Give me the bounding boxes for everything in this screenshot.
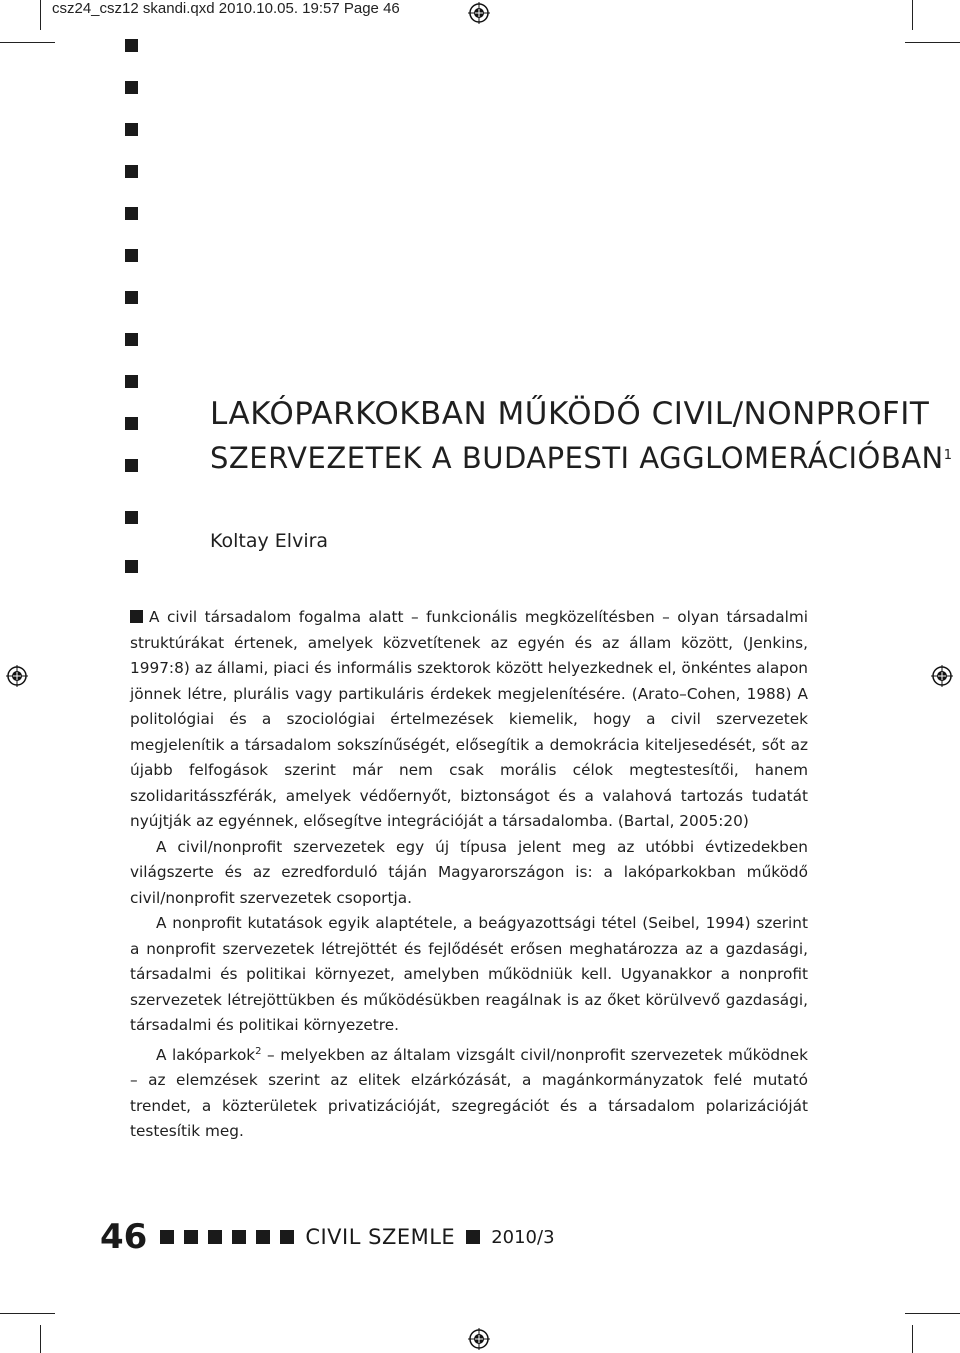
crop-mark <box>0 42 55 43</box>
registration-mark-icon <box>468 1328 490 1350</box>
margin-square-icon <box>125 375 138 388</box>
margin-square-icon <box>125 249 138 262</box>
journal-name: CIVIL SZEMLE <box>305 1225 456 1249</box>
margin-square-icon <box>125 333 138 346</box>
article-title-line2-text: SZERVEZETEK A BUDAPESTI AGGLOMERÁCIÓBAN <box>210 441 944 475</box>
print-slug: csz24_csz12 skandi.qxd 2010.10.05. 19:57 Page 46 <box>52 0 400 17</box>
margin-square-icon <box>125 560 138 573</box>
margin-square-icon <box>125 511 138 524</box>
footer-square-icon <box>232 1230 246 1244</box>
page-footer <box>100 1217 555 1257</box>
paragraph-bullet-icon <box>130 610 143 623</box>
body-paragraph <box>130 1039 808 1145</box>
title-footnote-marker: 1 <box>943 448 953 463</box>
margin-square-icon <box>125 459 138 472</box>
article-body <box>130 605 808 1145</box>
body-paragraph <box>130 605 808 835</box>
crop-mark <box>40 0 41 30</box>
footer-square-icon <box>280 1230 294 1244</box>
crop-mark <box>905 1313 960 1314</box>
article-title <box>210 392 953 480</box>
crop-mark <box>0 1313 55 1314</box>
footer-square-icon <box>466 1230 480 1244</box>
registration-mark-icon <box>6 665 28 687</box>
registration-mark-icon <box>468 2 490 24</box>
page-number: 46 <box>100 1217 148 1257</box>
margin-square-icon <box>125 165 138 178</box>
crop-mark <box>905 42 960 43</box>
margin-square-icon <box>125 207 138 220</box>
footer-square-icon <box>184 1230 198 1244</box>
margin-square-icon <box>125 123 138 136</box>
footer-square-icon <box>256 1230 270 1244</box>
body-paragraph-text: A civil társadalom fogalma alatt – funkcionális megközelítésben – olyan társadalmi struktúrákat értenek, amelyek közvetítenek az egyén és az állam között, (Jenkins, 1997:8) az állami, piaci és informális szektorok között helyezkednek el, önkéntes alapon jönnek létre, plurális vagy partikuláris érdekek megjelenítésére. (Arato–Cohen, 1988) A politológiai és a szociológiai értelmezések kiemelik, hogy a civil szervezetek megjelenítik a társadalom sokszínűségét, elősegítik a demokrácia kiteljesedését, sőt az újabb felfogások szerint már nem csak morális célok megtestesítői, hanem szolidaritásszférák, amelyek védőernyőt, biztonságot és a valahová tartozás tudatát nyújtják az egyénnek, elősegítve integrációját a társadalomba. (Bartal, 2005:20) <box>130 608 808 830</box>
footnote-marker: 2 <box>255 1045 262 1057</box>
crop-mark <box>912 0 913 30</box>
footer-square-icon <box>160 1230 174 1244</box>
registration-mark-icon <box>931 665 953 687</box>
footer-square-icon <box>208 1230 222 1244</box>
article-author: Koltay Elvira <box>210 530 329 552</box>
body-paragraph: A nonprofit kutatások egyik alaptétele, a beágyazottsági tétel (Seibel, 1994) szerint a nonprofit szervezetek létrejöttét és fejlődését erősen meghatározza az a gazdasági, társadalmi és politikai környezet, amelyben működniük kell. Ugyanakkor a nonprofit szervezetek létrejöttükben és működésükben reagálnak is az őket körülvevő gazdasági, társadalmi és politikai környezetre. <box>130 914 808 1034</box>
body-paragraph-text: A lakóparkok <box>156 1045 256 1064</box>
journal-issue: 2010/3 <box>491 1226 555 1248</box>
margin-square-icon <box>125 81 138 94</box>
margin-square-icon <box>125 39 138 52</box>
body-paragraph: A civil/nonprofit szervezetek egy új típusa jelent meg az utóbbi évtizedekben világszerte és az ezredforduló táján Magyarországon is: a lakóparkokban működő civil/nonprofit szervezetek csoportja. <box>130 837 808 907</box>
margin-square-icon <box>125 417 138 430</box>
margin-square-icon <box>125 291 138 304</box>
crop-mark <box>912 1325 913 1353</box>
crop-mark <box>40 1325 41 1353</box>
article-title-line1: LAKÓPARKOKBAN MŰKÖDŐ CIVIL/NONPROFIT <box>210 396 930 432</box>
article-title-line2 <box>210 436 953 480</box>
body-paragraph-text: – melyekben az általam vizsgált civil/nonprofit szervezetek működnek – az elemzések szerint az elitek elzárkózását, a magánkormányzatok felé mutató trendet, a közterületek privatizációját, szegregációt és a társadalom polarizációját testesítik meg. <box>130 1045 809 1141</box>
